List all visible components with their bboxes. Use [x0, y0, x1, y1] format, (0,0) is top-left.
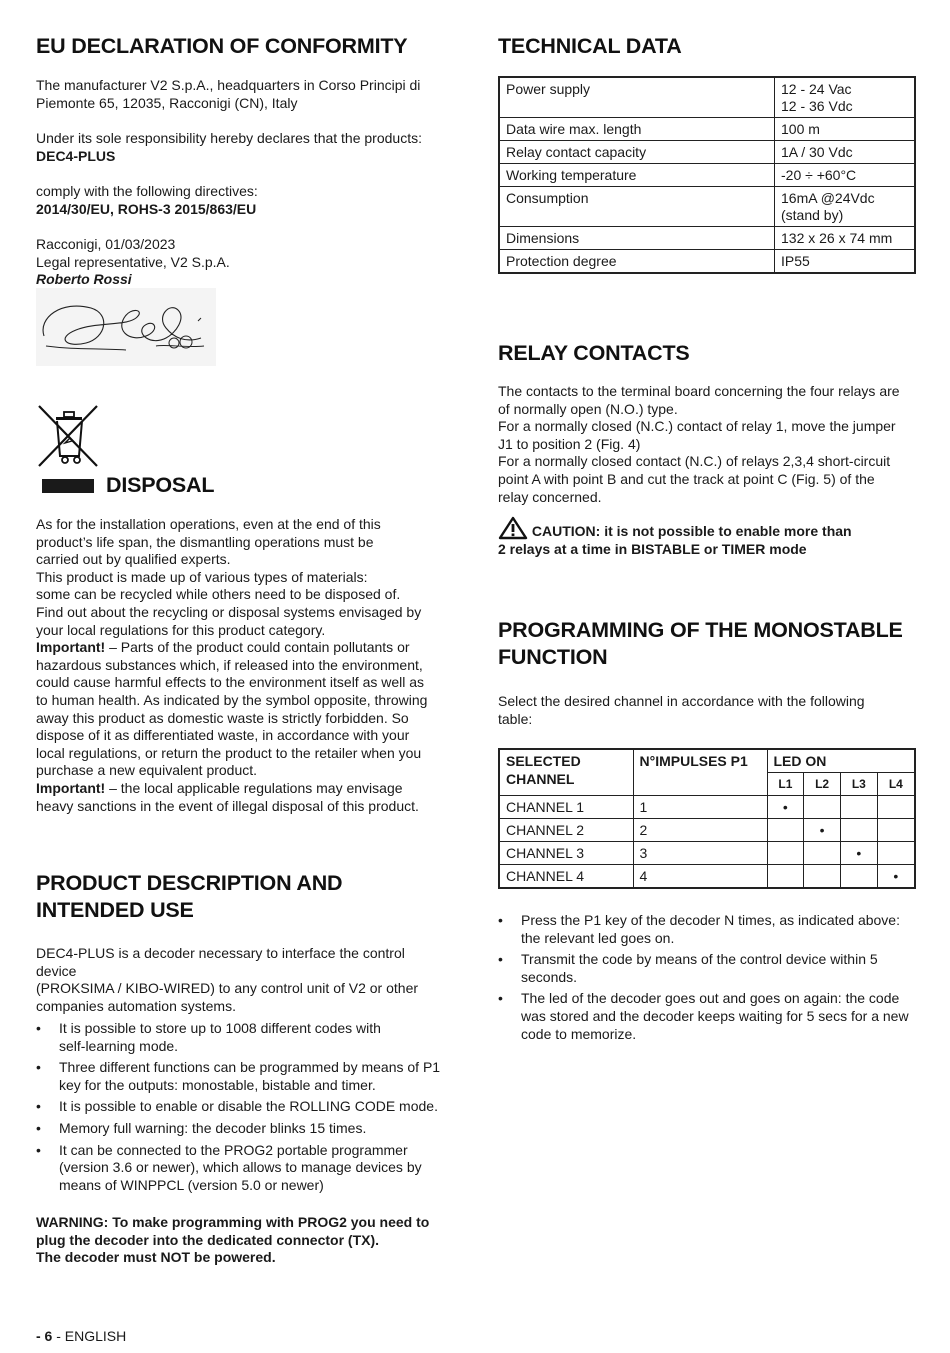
list-item: [36, 1059, 448, 1094]
relay-line: relay concerned.: [498, 488, 602, 505]
relay-line: point A with point B and cut the track at point C (Fig. 5) of the: [498, 470, 875, 487]
prog2-warning: [36, 1214, 456, 1267]
list-item: [498, 912, 916, 947]
led-l1-cell: [767, 842, 804, 865]
programming-intro: [498, 693, 916, 728]
header-l2: L2: [804, 773, 841, 796]
bullet-line: Memory full warning: the decoder blinks 15 times.: [59, 1119, 367, 1136]
eu-declaration-title: EU DECLARATION OF CONFORMITY: [36, 34, 408, 58]
disposal-line: local regulations, or return the product to the retailer when you: [36, 744, 422, 761]
disposal-important-1: [36, 639, 448, 657]
eu-comply-text: comply with the following directives:: [36, 183, 258, 199]
disposal-line: Find out about the recycling or disposal systems envisaged by: [36, 603, 422, 620]
disposal-line: could cause harmful effects to the environment itself as well as: [36, 674, 425, 691]
channel-cell: CHANNEL 1: [499, 796, 633, 819]
spec-value-line: 12 - 36 Vdc: [781, 98, 853, 114]
list-item: [36, 1020, 448, 1055]
bullet-line: It can be connected to the PROG2 portable programmer: [59, 1141, 408, 1158]
relay-contacts-title: RELAY CONTACTS: [498, 341, 690, 365]
led-l2-cell: [804, 842, 841, 865]
title-line: PROGRAMMING OF THE MONOSTABLE: [498, 618, 903, 642]
table-row: [499, 796, 915, 819]
bullet-line: key for the outputs: monostable, bistable and timer.: [59, 1076, 376, 1093]
bullet-line: Three different functions can be programmed by means of P1: [59, 1059, 441, 1076]
disposal-line: dispose of it as differentiated waste, in accordance with your: [36, 727, 410, 744]
led-on-dot: •: [819, 822, 825, 838]
page-footer: [36, 1328, 126, 1346]
intro-line: companies automation systems.: [36, 997, 236, 1014]
programming-title: [498, 617, 903, 671]
disposal-line: product’s life span, the dismantling operations must be: [36, 533, 374, 550]
spec-value-line: 12 - 24 Vac: [781, 81, 852, 97]
header-l3: L3: [840, 773, 877, 796]
eu-manufacturer-text: The manufacturer V2 S.p.A., headquarters in Corso Principi di Piemonte 65, 12035, Racconigi (CN), Italy: [36, 77, 421, 111]
channel-cell: CHANNEL 2: [499, 819, 633, 842]
list-item: [498, 951, 916, 986]
disposal-bar-marker: [42, 479, 94, 493]
important-text: – the local applicable regulations may envisage: [105, 779, 403, 796]
warning-line: The decoder must NOT be powered.: [36, 1249, 276, 1266]
list-item: [36, 1120, 448, 1138]
disposal-line: heavy sanctions in the event of illegal disposal of this product.: [36, 797, 419, 814]
warning-line: WARNING: To make programming with PROG2 you need to: [36, 1214, 430, 1230]
relay-caution: [498, 516, 916, 558]
spec-value-line: (stand by): [781, 207, 844, 223]
header-led-on: LED ON: [767, 749, 915, 773]
bullet-line: code to memorize.: [521, 1025, 637, 1042]
spec-value: [775, 141, 916, 164]
led-l1-cell: [767, 865, 804, 889]
spec-label: Consumption: [499, 187, 775, 227]
disposal-line: carried out by qualified experts.: [36, 551, 231, 568]
led-l3-cell: [840, 819, 877, 842]
led-l1-cell: [767, 819, 804, 842]
disposal-heading: [42, 472, 214, 499]
spec-value-line: -20 ÷ +60°C: [781, 167, 857, 183]
led-l3-cell: [840, 865, 877, 889]
spec-value: [775, 77, 916, 118]
important-label: Important!: [36, 639, 106, 656]
header-l4: L4: [877, 773, 915, 796]
channel-cell: CHANNEL 3: [499, 842, 633, 865]
impulses-cell: 1: [633, 796, 767, 819]
programming-steps-list: [498, 912, 916, 1047]
led-on-dot: •: [856, 845, 862, 861]
table-row: [499, 227, 915, 250]
table-row: [499, 865, 915, 889]
spec-value-line: 100 m: [781, 121, 820, 137]
caution-line: [498, 516, 916, 541]
header-l1: L1: [767, 773, 804, 796]
bullet-line: seconds.: [521, 968, 578, 985]
spec-value: [775, 118, 916, 141]
technical-data-table: [498, 76, 916, 274]
spec-value: [775, 164, 916, 187]
disposal-line: This product is made up of various types of materials:: [36, 568, 368, 585]
spec-value-line: 16mA @24Vdc: [781, 190, 875, 206]
spec-value-line: 132 x 26 x 74 mm: [781, 230, 893, 246]
page-number: - 6: [36, 1328, 53, 1344]
table-row: [499, 187, 915, 227]
title-line: INTENDED USE: [36, 898, 194, 922]
channel-cell: CHANNEL 4: [499, 865, 633, 889]
title-line: PRODUCT DESCRIPTION AND: [36, 871, 343, 895]
table-row: [499, 842, 915, 865]
disposal-line: some can be recycled while others need to be disposed of.: [36, 586, 401, 603]
footer-language: - ENGLISH: [52, 1328, 127, 1344]
led-l4-cell: [877, 796, 915, 819]
relay-line: The contacts to the terminal board concerning the four relays are: [498, 383, 900, 399]
disposal-line: hazardous substances which, if released into the environment,: [36, 656, 423, 673]
spec-value: [775, 227, 916, 250]
spec-value-line: 1A / 30 Vdc: [781, 144, 853, 160]
weee-crossed-bin-icon: [36, 404, 100, 468]
spec-value-line: IP55: [781, 253, 810, 269]
disposal-line: to human health. As indicated by the symbol opposite, throwing: [36, 691, 428, 708]
header-line: SELECTED: [506, 753, 581, 769]
spec-value: [775, 187, 916, 227]
warning-line: plug the decoder into the dedicated connector (TX).: [36, 1231, 380, 1248]
relay-contacts-body: [498, 383, 916, 506]
bullet-line: was stored and the decoder keeps waiting for 5 secs for a new: [521, 1007, 909, 1024]
header-impulses: N°IMPULSES P1: [633, 749, 767, 796]
spec-label: Power supply: [499, 77, 775, 118]
important-label: Important!: [36, 779, 106, 796]
disposal-line: away this product as domestic waste is strictly forbidden. So: [36, 709, 409, 726]
bullet-line: It is possible to enable or disable the ROLLING CODE mode.: [59, 1098, 438, 1115]
table-row: [499, 250, 915, 274]
eu-signatory-name: Roberto Rossi: [36, 271, 132, 287]
bullet-line: self-learning mode.: [59, 1037, 179, 1054]
handwritten-signature: [36, 288, 216, 366]
bullet-line: (version 3.6 or newer), which allows to manage devices by: [59, 1159, 422, 1176]
product-description-title: [36, 870, 342, 924]
led-l3-cell: [840, 796, 877, 819]
bullet-line: The led of the decoder goes out and goes on again: the code: [521, 990, 900, 1007]
list-item: [498, 990, 916, 1043]
disposal-line: purchase a new equivalent product.: [36, 762, 258, 779]
eu-directives: 2014/30/EU, ROHS-3 2015/863/EU: [36, 201, 257, 217]
impulses-cell: 4: [633, 865, 767, 889]
bullet-line: Press the P1 key of the decoder N times, as indicated above:: [521, 912, 900, 928]
relay-line: J1 to position 2 (Fig. 4): [498, 435, 641, 452]
bullet-line: It is possible to store up to 1008 different codes with: [59, 1020, 381, 1036]
title-line: FUNCTION: [498, 645, 608, 669]
spec-value: [775, 250, 916, 274]
spec-label: Data wire max. length: [499, 118, 775, 141]
eu-legal-representative: Legal representative, V2 S.p.A.: [36, 254, 230, 270]
important-text: – Parts of the product could contain pollutants or: [105, 639, 410, 656]
disposal-body: [36, 516, 448, 815]
intro-line: (PROKSIMA / KIBO-WIRED) to any control unit of V2 or other: [36, 980, 419, 997]
relay-line: of normally open (N.O.) type.: [498, 400, 678, 417]
impulses-cell: 2: [633, 819, 767, 842]
disposal-line: your local regulations for this product category.: [36, 621, 326, 638]
product-intro: [36, 945, 448, 1015]
eu-declares-text: Under its sole responsibility hereby declares that the products:: [36, 130, 422, 146]
list-item: [36, 1098, 448, 1116]
warning-triangle-icon: [498, 516, 528, 540]
led-l2-cell: [804, 865, 841, 889]
disposal-line: As for the installation operations, even at the end of this: [36, 516, 381, 532]
bullet-line: means of WINPPCL (version 5.0 or newer): [59, 1176, 324, 1193]
header-selected-channel: [499, 749, 633, 796]
led-on-dot: •: [893, 868, 899, 884]
bullet-line: Transmit the code by means of the control device within 5: [521, 951, 878, 968]
table-row: [499, 819, 915, 842]
disposal-title: DISPOSAL: [106, 473, 215, 497]
led-l1-cell: [767, 796, 804, 819]
relay-line: For a normally closed contact (N.C.) of relays 2,3,4 short-circuit: [498, 453, 891, 470]
led-l4-cell: [877, 842, 915, 865]
table-row: [499, 141, 915, 164]
impulses-cell: 3: [633, 842, 767, 865]
disposal-important-2: [36, 780, 448, 798]
relay-line: For a normally closed (N.C.) contact of relay 1, move the jumper: [498, 418, 896, 435]
table-row: [499, 164, 915, 187]
eu-product-name: DEC4-PLUS: [36, 148, 116, 164]
led-l4-cell: [877, 865, 915, 889]
channel-programming-table: [498, 748, 916, 889]
led-l4-cell: [877, 819, 915, 842]
led-l2-cell: [804, 796, 841, 819]
spec-label: Protection degree: [499, 250, 775, 274]
spec-label: Dimensions: [499, 227, 775, 250]
table-row: [499, 118, 915, 141]
list-item: [36, 1142, 448, 1195]
caution-text: CAUTION: it is not possible to enable more than: [528, 523, 852, 539]
led-l3-cell: [840, 842, 877, 865]
spec-label: Relay contact capacity: [499, 141, 775, 164]
intro-line: Select the desired channel in accordance with the following: [498, 693, 865, 709]
caution-line: 2 relays at a time in BISTABLE or TIMER mode: [498, 540, 807, 557]
led-l2-cell: [804, 819, 841, 842]
header-line: CHANNEL: [506, 771, 575, 787]
spec-label: Working temperature: [499, 164, 775, 187]
eu-place-date: Racconigi, 01/03/2023: [36, 236, 176, 252]
product-features-list: [36, 1020, 448, 1198]
technical-data-title: TECHNICAL DATA: [498, 34, 682, 58]
intro-line: table:: [498, 710, 533, 727]
bullet-line: the relevant led goes on.: [521, 929, 675, 946]
led-on-dot: •: [782, 799, 788, 815]
intro-line: DEC4-PLUS is a decoder necessary to interface the control device: [36, 945, 405, 979]
table-row: [499, 77, 915, 118]
